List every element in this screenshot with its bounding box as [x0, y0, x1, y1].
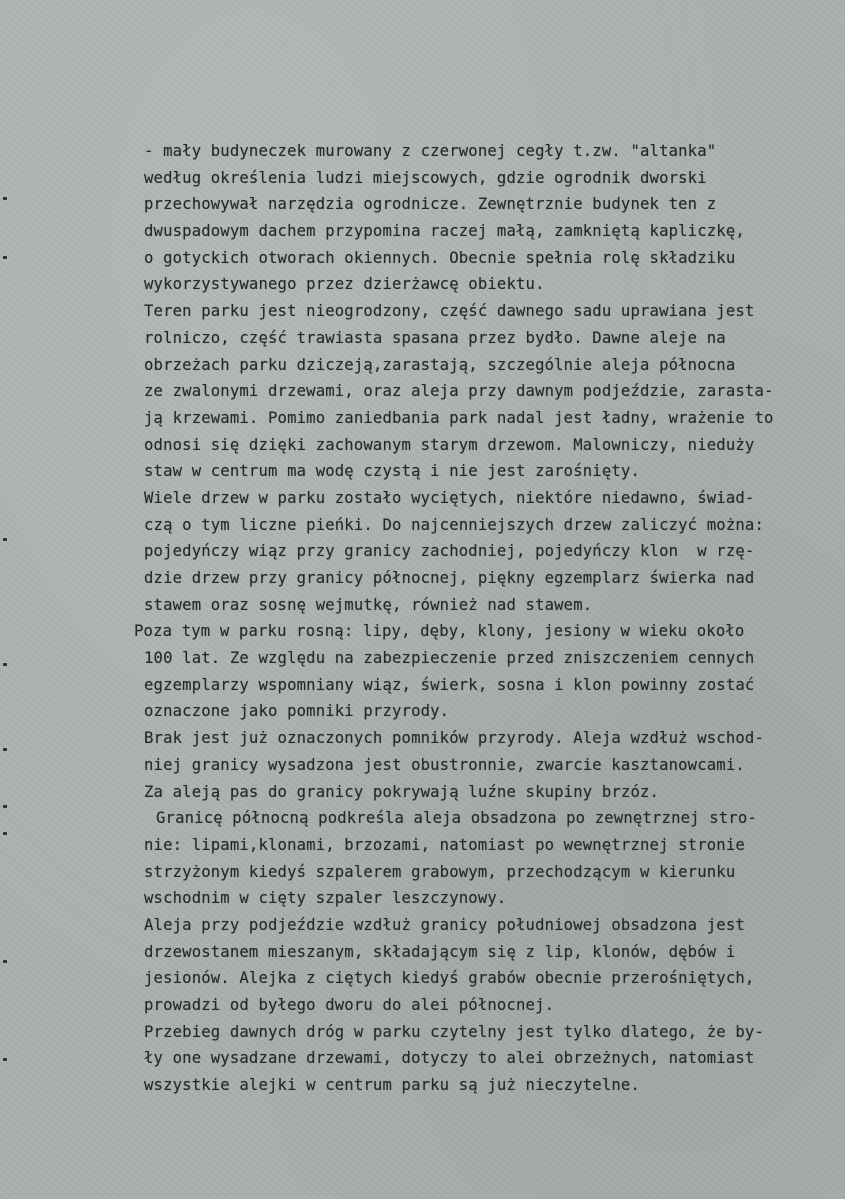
- text-line: egzemplarzy wspomniany wiąz, świerk, sosna i klon powinny zostać: [144, 675, 755, 694]
- text-line: Granicę północną podkreśla aleja obsadzona po zewnętrznej stro-: [156, 809, 757, 828]
- text-line: stawem oraz sosnę wejmutkę, również nad stawem.: [144, 595, 593, 614]
- text-line: rolniczo, część trawiasta spasana przez bydło. Dawne aleje na: [144, 328, 726, 347]
- text-line: staw w centrum ma wodę czystą i nie jest zarośnięty.: [144, 462, 640, 481]
- text-line: o gotyckich otworach okiennych. Obecnie spełnia rolę składziku: [144, 248, 736, 267]
- binding-mark: [3, 832, 7, 835]
- text-line: Aleja przy podjeździe wzdłuż granicy południowej obsadzona jest: [144, 915, 745, 934]
- text-line: Za aleją pas do granicy pokrywają luźne skupiny brzóz.: [144, 782, 660, 801]
- binding-mark: [3, 256, 7, 259]
- text-line: ją krzewami. Pomimo zaniedbania park nadal jest ładny, wrażenie to: [144, 408, 774, 427]
- text-line: 100 lat. Ze względu na zabezpieczenie przed zniszczeniem cennych: [144, 649, 755, 668]
- text-line: prowadzi od byłego dworu do alei północnej.: [144, 996, 555, 1014]
- text-line: według określenia ludzi miejscowych, gdzie ogrodnik dworski: [144, 168, 707, 187]
- binding-mark: [3, 197, 7, 200]
- text-line: wszystkie alejki w centrum parku są już nieczytelne.: [144, 1076, 640, 1095]
- text-line: ze zwalonymi drzewami, oraz aleja przy dawnym podjeździe, zarasta-: [144, 382, 774, 401]
- binding-mark: [3, 663, 7, 666]
- text-line: czą o tym liczne pieńki. Do najcenniejszych drzew zaliczyć można:: [144, 515, 764, 534]
- text-line: jesionów. Alejka z ciętych kiedyś grabów obecnie przerośniętych,: [144, 969, 755, 988]
- text-line: obrzeżach parku dziczeją,zarastają, szczególnie aleja północna: [144, 355, 736, 374]
- text-line: drzewostanem mieszanym, składającym się z lip, klonów, dębów i: [144, 942, 736, 961]
- text-line: wykorzystywanego przez dzierżawcę obiektu.: [144, 275, 545, 294]
- text-line: ły one wysadzane drzewami, dotyczy to alei obrzeżnych, natomiast: [144, 1049, 755, 1068]
- text-line: pojedyńczy wiąz przy granicy zachodniej, pojedyńczy klon w rzę-: [144, 542, 755, 561]
- text-line: Wiele drzew w parku zostało wyciętych, niektóre niedawno, świad-: [144, 488, 755, 507]
- typewritten-text: [130, 138, 830, 1099]
- text-line: niej granicy wysadzona jest obustronnie, zwarcie kasztanowcami.: [144, 755, 745, 774]
- text-line: oznaczone jako pomniki przyrody.: [144, 702, 450, 721]
- text-line: Poza tym w parku rosną: lipy, dęby, klony, jesiony w wieku około: [134, 622, 745, 641]
- text-line: Teren parku jest nieogrodzony, część dawnego sadu uprawiana jest: [144, 302, 755, 321]
- binding-mark: [3, 1058, 7, 1061]
- text-line: Przebieg dawnych dróg w parku czytelny jest tylko dlatego, że by-: [144, 1022, 764, 1041]
- text-line: wschodnim w cięty szpaler leszczynowy.: [144, 889, 507, 908]
- text-line: nie: lipami,klonami, brzozami, natomiast po wewnętrznej stronie: [144, 835, 745, 854]
- text-line: dwuspadowym dachem przypomina raczej małą, zamkniętą kapliczkę,: [144, 222, 745, 241]
- binding-mark: [3, 748, 7, 751]
- text-line: dzie drzew przy granicy północnej, piękny egzemplarz świerka nad: [144, 569, 755, 587]
- binding-mark: [3, 960, 7, 963]
- binding-mark: [3, 805, 7, 808]
- text-line: odnosi się dzięki zachowanym starym drzewom. Malowniczy, nieduży: [144, 435, 755, 454]
- text-line: - mały budyneczek murowany z czerwonej cegły t.zw. "altanka": [144, 142, 717, 160]
- binding-hole-marks: [0, 0, 12, 1199]
- text-line: Brak jest już oznaczonych pomników przyrody. Aleja wzdłuż wschod-: [144, 729, 764, 748]
- binding-mark: [3, 538, 7, 541]
- text-line: przechowywał narzędzia ogrodnicze. Zewnętrznie budynek ten z: [144, 195, 717, 214]
- text-line: strzyżonym kiedyś szpalerem grabowym, przechodzącym w kierunku: [144, 862, 736, 881]
